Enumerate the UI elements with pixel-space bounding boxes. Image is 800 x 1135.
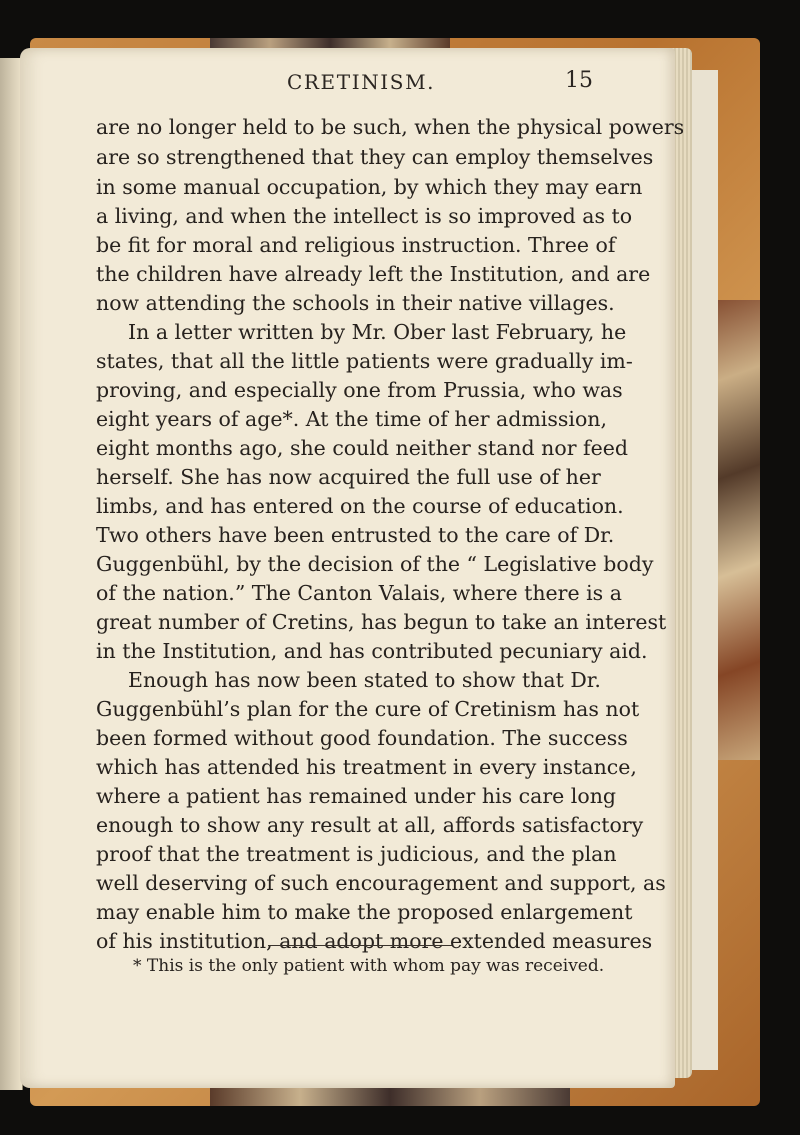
text-line: now attending the schools in their native villages. (96, 291, 615, 315)
text-line: be fit for moral and religious instruction. Three of (96, 233, 616, 257)
footnote: * This is the only patient with whom pay was received. (133, 956, 605, 976)
text-line: states, that all the little patients were gradually im- (96, 349, 633, 373)
text-line: where a patient has remained under his care long (96, 784, 617, 808)
text-line: enough to show any result at all, affords satisfactory (96, 813, 644, 837)
running-title: CRETINISM. (287, 70, 436, 94)
text-line: Enough has now been stated to show that Dr. (128, 668, 601, 692)
text-line: Guggenbühl’s plan for the cure of Cretinism has not (96, 697, 640, 721)
text-line: well deserving of such encouragement and support, as (96, 871, 666, 895)
text-line: of his institution, and adopt more extended measures (96, 929, 653, 953)
text-line: proof that the treatment is judicious, and the plan (96, 842, 617, 866)
text-line: eight months ago, she could neither stand nor feed (96, 436, 628, 460)
text-line: In a letter written by Mr. Ober last February, he (128, 320, 627, 344)
text-line: great number of Cretins, has begun to take an interest (96, 610, 667, 634)
text-line: Guggenbühl, by the decision of the “ Legislative body (96, 552, 654, 576)
text-line: which has attended his treatment in every instance, (96, 755, 637, 779)
footnote-rule (268, 945, 452, 946)
text-line: the children have already left the Institution, and are (96, 262, 651, 286)
page-number: 15 (565, 68, 593, 93)
text-line: are no longer held to be such, when the physical powers (96, 115, 685, 139)
text-line: Two others have been entrusted to the care of Dr. (96, 523, 615, 547)
text-line: herself. She has now acquired the full use of her (96, 465, 601, 489)
text-line: proving, and especially one from Prussia, who was (96, 378, 623, 402)
text-line: are so strengthened that they can employ themselves (96, 145, 654, 169)
text-line: been formed without good foundation. The success (96, 726, 628, 750)
text-line: in the Institution, and has contributed pecuniary aid. (96, 639, 648, 663)
text-line: eight years of age*. At the time of her admission, (96, 407, 608, 431)
text-line: of the nation.” The Canton Valais, where there is a (96, 581, 622, 605)
text-line: limbs, and has entered on the course of education. (96, 494, 624, 518)
text-line: a living, and when the intellect is so improved as to (96, 204, 633, 228)
text-line: in some manual occupation, by which they may earn (96, 175, 643, 199)
text-line: may enable him to make the proposed enlargement (96, 900, 633, 924)
